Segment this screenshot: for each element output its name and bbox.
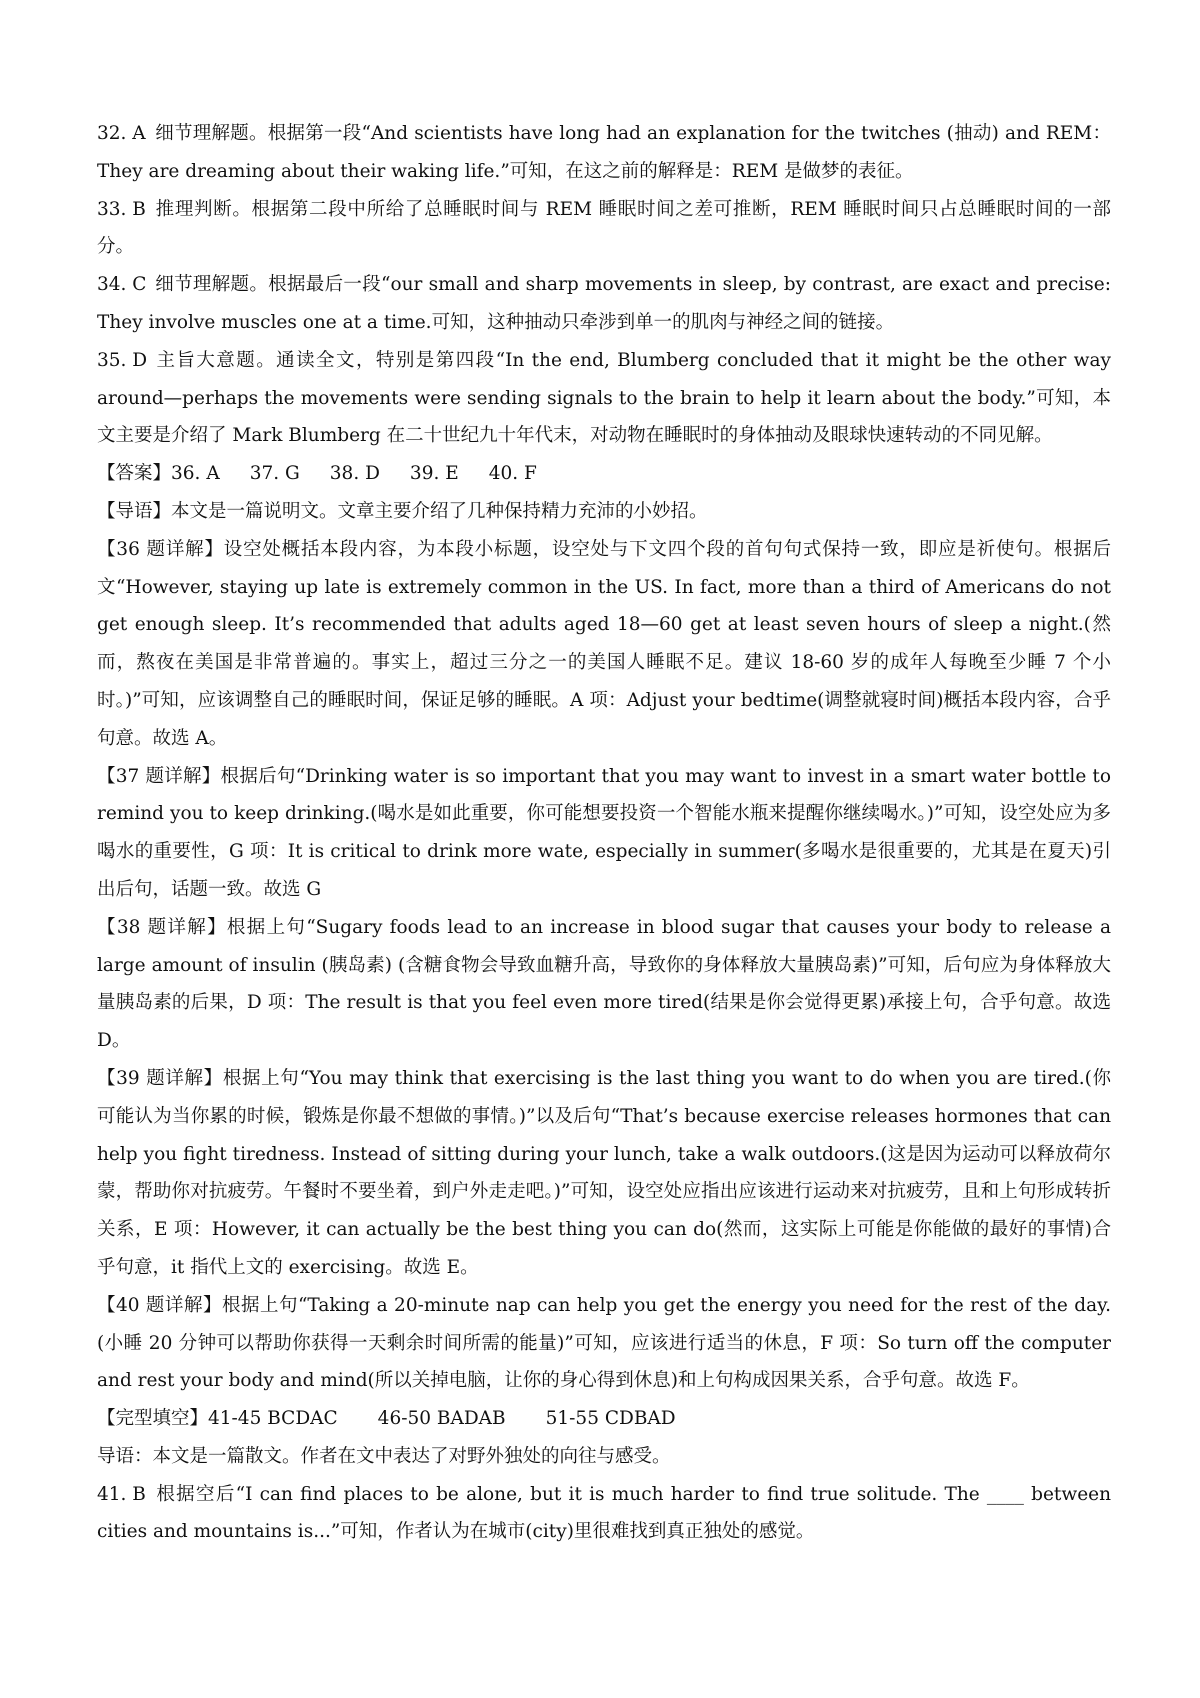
answer-number: 41. B [97,1483,146,1505]
answer-key-item: 37. G [249,463,300,485]
detail-text: 设空处概括本段内容，为本段小标题，设空处与下文四个段的首句句式保持一致，即应是祈使句。根据后文“However, staying up late is extremely common in the US. In fact, more than a third of Americans do not get enough sleep. It’s recommended that adults aged 18—60 get at least seven hours of sleep a night.(然而，熬夜在美国是非常普遍的。事实上，超过三分之一的美国人睡眠不足。建议 18-60 岁的成年人每晚至少睡 7 个小时。)”可知，应该调整自己的睡眠时间，保证足够的睡眠。A 项：Adjust your bedtime(调整就寝时间)概括本段内容，合乎句意。故选 A。 [97,538,1112,749]
answer-explanation-33 [97,191,1111,267]
detail-heading: 【38 题详解】 [97,916,227,938]
answer-explanation-32 [97,115,1111,191]
detail-text: 根据上句“You may think that exercising is the last thing you want to do when you are tired.(你可能认为当你累的时候，锻炼是你最不想做的事情。)”以及后句“That’s because exercise releases hormones that can help you fight tiredness. Instead of sitting during your lunch, take a walk outdoors.(这是因为运动可以释放荷尔蒙，帮助你对抗疲劳。午餐时不要坐着，到户外走走吧。)”可知，设空处应指出应该进行运动来对抗疲劳，且和上句形成转折关系，E 项：However, it can actually be the best thing you can do(然而，这实际上可能是你能做的最好的事情)合乎句意，it 指代上文的 exercising。故选 E。 [97,1067,1112,1278]
answer-key-item: 40. F [488,463,537,485]
answer-number: 35. D [97,349,148,371]
detail-heading: 【39 题详解】 [97,1067,223,1089]
answer-key-item: 36. A [171,463,220,485]
answer-explanation-41 [97,1476,1111,1552]
explanation-text: 主旨大意题。通读全文，特别是第四段“In the end, Blumberg concluded that it might be the other way around—perhaps the movements were sending signals to the brain to help it learn about the body.”可知，本文主要是介绍了 Mark Blumberg 在二十世纪九十年代末，对动物在睡眠时的身体抽动及眼球快速转动的不同见解。 [97,349,1111,447]
answer-key-36-40 [97,455,1111,493]
detail-heading: 【36 题详解】 [97,538,224,560]
explanation-text: 细节理解题。根据第一段“And scientists have long had an explanation for the twitches (抽动) and REM：They are dreaming about their waking life.”可知，在这之前的解释是：REM 是做梦的表征。 [97,123,1111,182]
detail-explanation-39 [97,1060,1111,1287]
cloze-answer-group: 46-50 BADAB [377,1408,506,1430]
answer-key-item: 39. E [409,463,459,485]
answer-explanation-35 [97,342,1111,455]
detail-explanation-40 [97,1287,1111,1400]
cloze-answer-group: 41-45 BCDAC [208,1408,338,1430]
explanation-text: 推理判断。根据第二段中所给了总睡眠时间与 REM 睡眠时间之差可推断，REM 睡眠时间只占总睡眠时间的一部分。 [97,198,1111,258]
detail-explanation-38 [97,909,1111,1060]
answer-number: 34. C [97,274,147,296]
cloze-label: 【完型填空】 [97,1408,209,1430]
document-page [97,115,1111,1551]
cloze-answer-group: 51-55 CDBAD [545,1408,676,1430]
answer-key-item: 38. D [329,463,380,485]
detail-heading: 【40 题详解】 [97,1294,222,1316]
answer-explanation-34 [97,266,1111,342]
detail-text: 根据上句“Sugary foods lead to an increase in blood sugar that causes your body to release a large amount of insulin (胰岛素) (含糖食物会导致血糖升高，导致你的身体释放大量胰岛素)”可知，后句应为身体释放大量胰岛素的后果，D 项：The result is that you feel even more tired(结果是你会觉得更累)承接上句，合乎句意。故选 D。 [97,916,1111,1052]
answer-number: 33. B [97,198,146,220]
detail-explanation-37 [97,758,1111,909]
detail-text: 根据上句“Taking a 20-minute nap can help you get the energy you need for the rest of the day.(小睡 20 分钟可以帮助你获得一天剩余时间所需的能量)”可知，应该进行适当的休息，F 项：So turn off the computer and rest your body and mind(所以关掉电脑，让你的身心得到休息)和上句构成因果关系，合乎句意。故选 F。 [97,1294,1111,1392]
explanation-text: 细节理解题。根据最后一段“our small and sharp movements in sleep, by contrast, are exact and precise: They involve muscles one at a time.可知，这种抽动只牵涉到单一的肌肉与神经之间的链接。 [97,274,1111,333]
cloze-intro: 导语：本文是一篇散文。作者在文中表达了对野外独处的向往与感受。 [97,1445,671,1467]
explanation-text: 根据空后“I can find places to be alone, but it is much harder to find true solitude. The ____ between cities and mountains is...”可知，作者认为在城市(city)里很难找到真正独处的感觉。 [97,1483,1111,1543]
detail-text: 根据后句“Drinking water is so important that you may want to invest in a smart water bottle to remind you to keep drinking.(喝水是如此重要，你可能想要投资一个智能水瓶来提醒你继续喝水。)”可知，设空处应为多喝水的重要性，G 项：It is critical to drink more wate, especially in summer(多喝水是很重要的，尤其是在夏天)引出后句，话题一致。故选 G [97,765,1111,900]
cloze-answer-key [97,1400,1111,1438]
passage-intro: 【导语】本文是一篇说明文。文章主要介绍了几种保持精力充沛的小妙招。 [97,500,708,522]
detail-heading: 【37 题详解】 [97,765,221,787]
answer-key-label: 【答案】 [97,463,172,485]
detail-explanation-36 [97,531,1111,758]
answer-number: 32. A [97,123,146,144]
